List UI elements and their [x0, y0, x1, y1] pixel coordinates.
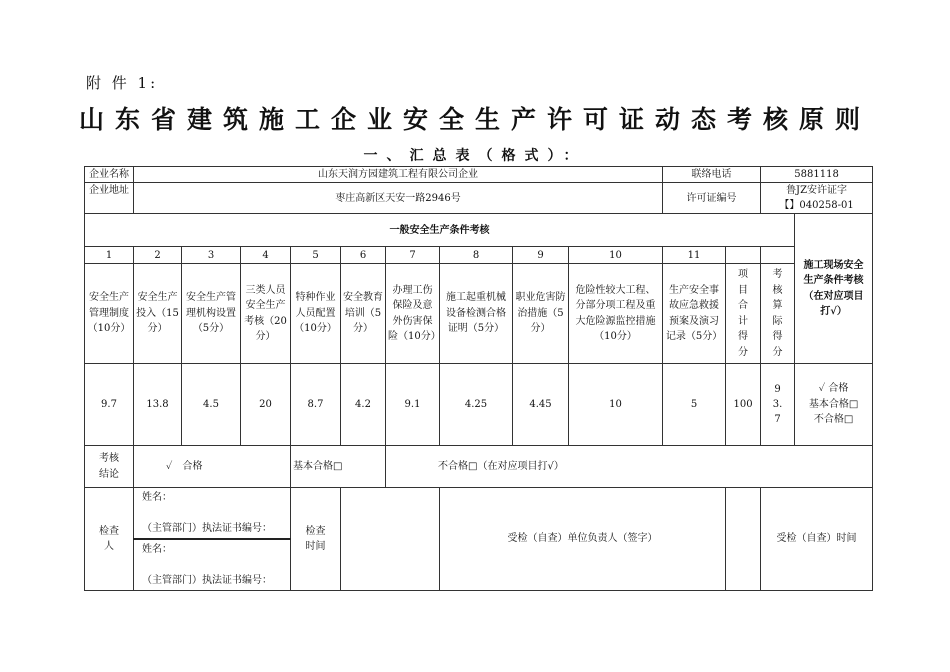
self-check-time-label: 受检（自查）时间	[761, 488, 873, 591]
inspector-cert-1: （主管部门）执法证书编号：	[142, 523, 272, 534]
column-number: 9	[513, 247, 569, 264]
score-cell: 4.45	[513, 364, 569, 446]
inspection-time-value	[341, 488, 440, 591]
column-header: 职业危害防治措施（5分）	[513, 264, 569, 364]
responsible-signature	[726, 488, 761, 591]
column-number: 4	[241, 247, 291, 264]
document-title: 山东省建筑施工企业安全生产许可证动态考核原则	[78, 105, 871, 134]
site-header: 施工现场安全生产条件考核（在对应项目打√）	[795, 214, 873, 364]
license-label: 许可证编号	[663, 183, 761, 214]
inspector-name-2: 姓名：	[142, 544, 172, 555]
attachment-label: 附 件 1:	[86, 74, 159, 92]
score-cell: 4.5	[182, 364, 241, 446]
company-name-label: 企业名称	[85, 167, 134, 183]
score-cell: 4.2	[341, 364, 386, 446]
column-header: 安全教育培训（5分）	[341, 264, 386, 364]
score-cell: 4.25	[440, 364, 513, 446]
score-cell: 13.8	[134, 364, 182, 446]
column-header: 特种作业人员配置（10分）	[291, 264, 341, 364]
column-number: 6	[341, 247, 386, 264]
score-cell: 9.7	[85, 364, 134, 446]
column-number: 8	[440, 247, 513, 264]
column-number: 10	[569, 247, 663, 264]
score-cell: 9.1	[386, 364, 440, 446]
score-cell: 5	[663, 364, 726, 446]
column-number: 11	[663, 247, 726, 264]
site-result-fail: 不合格□	[813, 414, 854, 426]
score-cell: 20	[241, 364, 291, 446]
actual-header: 考核算际得分	[761, 264, 795, 364]
responsible-label: 受检（自查）单位负责人（签字）	[440, 488, 726, 591]
column-header: 三类人员安全生产考核（20分）	[241, 264, 291, 364]
column-number: 2	[134, 247, 182, 264]
site-result-basic: 基本合格□	[808, 398, 859, 410]
column-number-blank	[726, 247, 761, 264]
phone-value: 5881118	[761, 167, 873, 183]
score-cell: 8.7	[291, 364, 341, 446]
conclusion-fail: 不合格□（在对应项目打√）	[386, 446, 873, 488]
inspection-time-label: 检查时间	[291, 488, 341, 591]
section-header: 一般安全生产条件考核	[85, 214, 795, 247]
inspector-cert-2: （主管部门）执法证书编号：	[142, 575, 272, 586]
column-header: 施工起重机械设备检测合格证明（5分）	[440, 264, 513, 364]
column-number-blank	[761, 247, 795, 264]
column-header: 安全生产管理机构设置（5分）	[182, 264, 241, 364]
column-header: 安全生产投入（15分）	[134, 264, 182, 364]
license-value-line1: 鲁JZ安许证字	[786, 185, 848, 196]
site-result	[795, 364, 873, 446]
column-header: 办理工伤保险及意外伤害保险（10分）	[386, 264, 440, 364]
total-score: 100	[726, 364, 761, 446]
inspector-name-1: 姓名：	[142, 492, 172, 503]
company-name-value: 山东天润方园建筑工程有限公司企业	[134, 167, 663, 183]
license-value-line2: 【】040258-01	[779, 200, 854, 211]
column-number: 5	[291, 247, 341, 264]
conclusion-label: 考核结论	[85, 446, 134, 488]
company-address-value: 枣庄高新区天安一路2946号	[134, 183, 663, 214]
conclusion-basic: 基本合格□	[291, 446, 386, 488]
column-number: 1	[85, 247, 134, 264]
column-header: 安全生产管理制度（10分）	[85, 264, 134, 364]
actual-score: 93.7	[761, 364, 795, 446]
total-header: 项目合计得分	[726, 264, 761, 364]
column-number: 3	[182, 247, 241, 264]
column-number: 7	[386, 247, 440, 264]
license-value	[761, 183, 873, 214]
summary-table	[84, 166, 873, 591]
column-header: 生产安全事故应急救援预案及演习记录（5分）	[663, 264, 726, 364]
column-header: 危险性较大工程、分部分项工程及重大危险源监控措施（10分）	[569, 264, 663, 364]
inspector-label: 检查人	[85, 488, 134, 591]
score-cell: 10	[569, 364, 663, 446]
conclusion-pass: ✓ 合格	[134, 446, 291, 488]
document-subtitle: 一、汇总表（格式）：	[363, 148, 587, 164]
company-address-label: 企业地址	[85, 183, 134, 214]
phone-label: 联络电话	[663, 167, 761, 183]
site-result-pass: ✓ 合格	[818, 383, 849, 395]
